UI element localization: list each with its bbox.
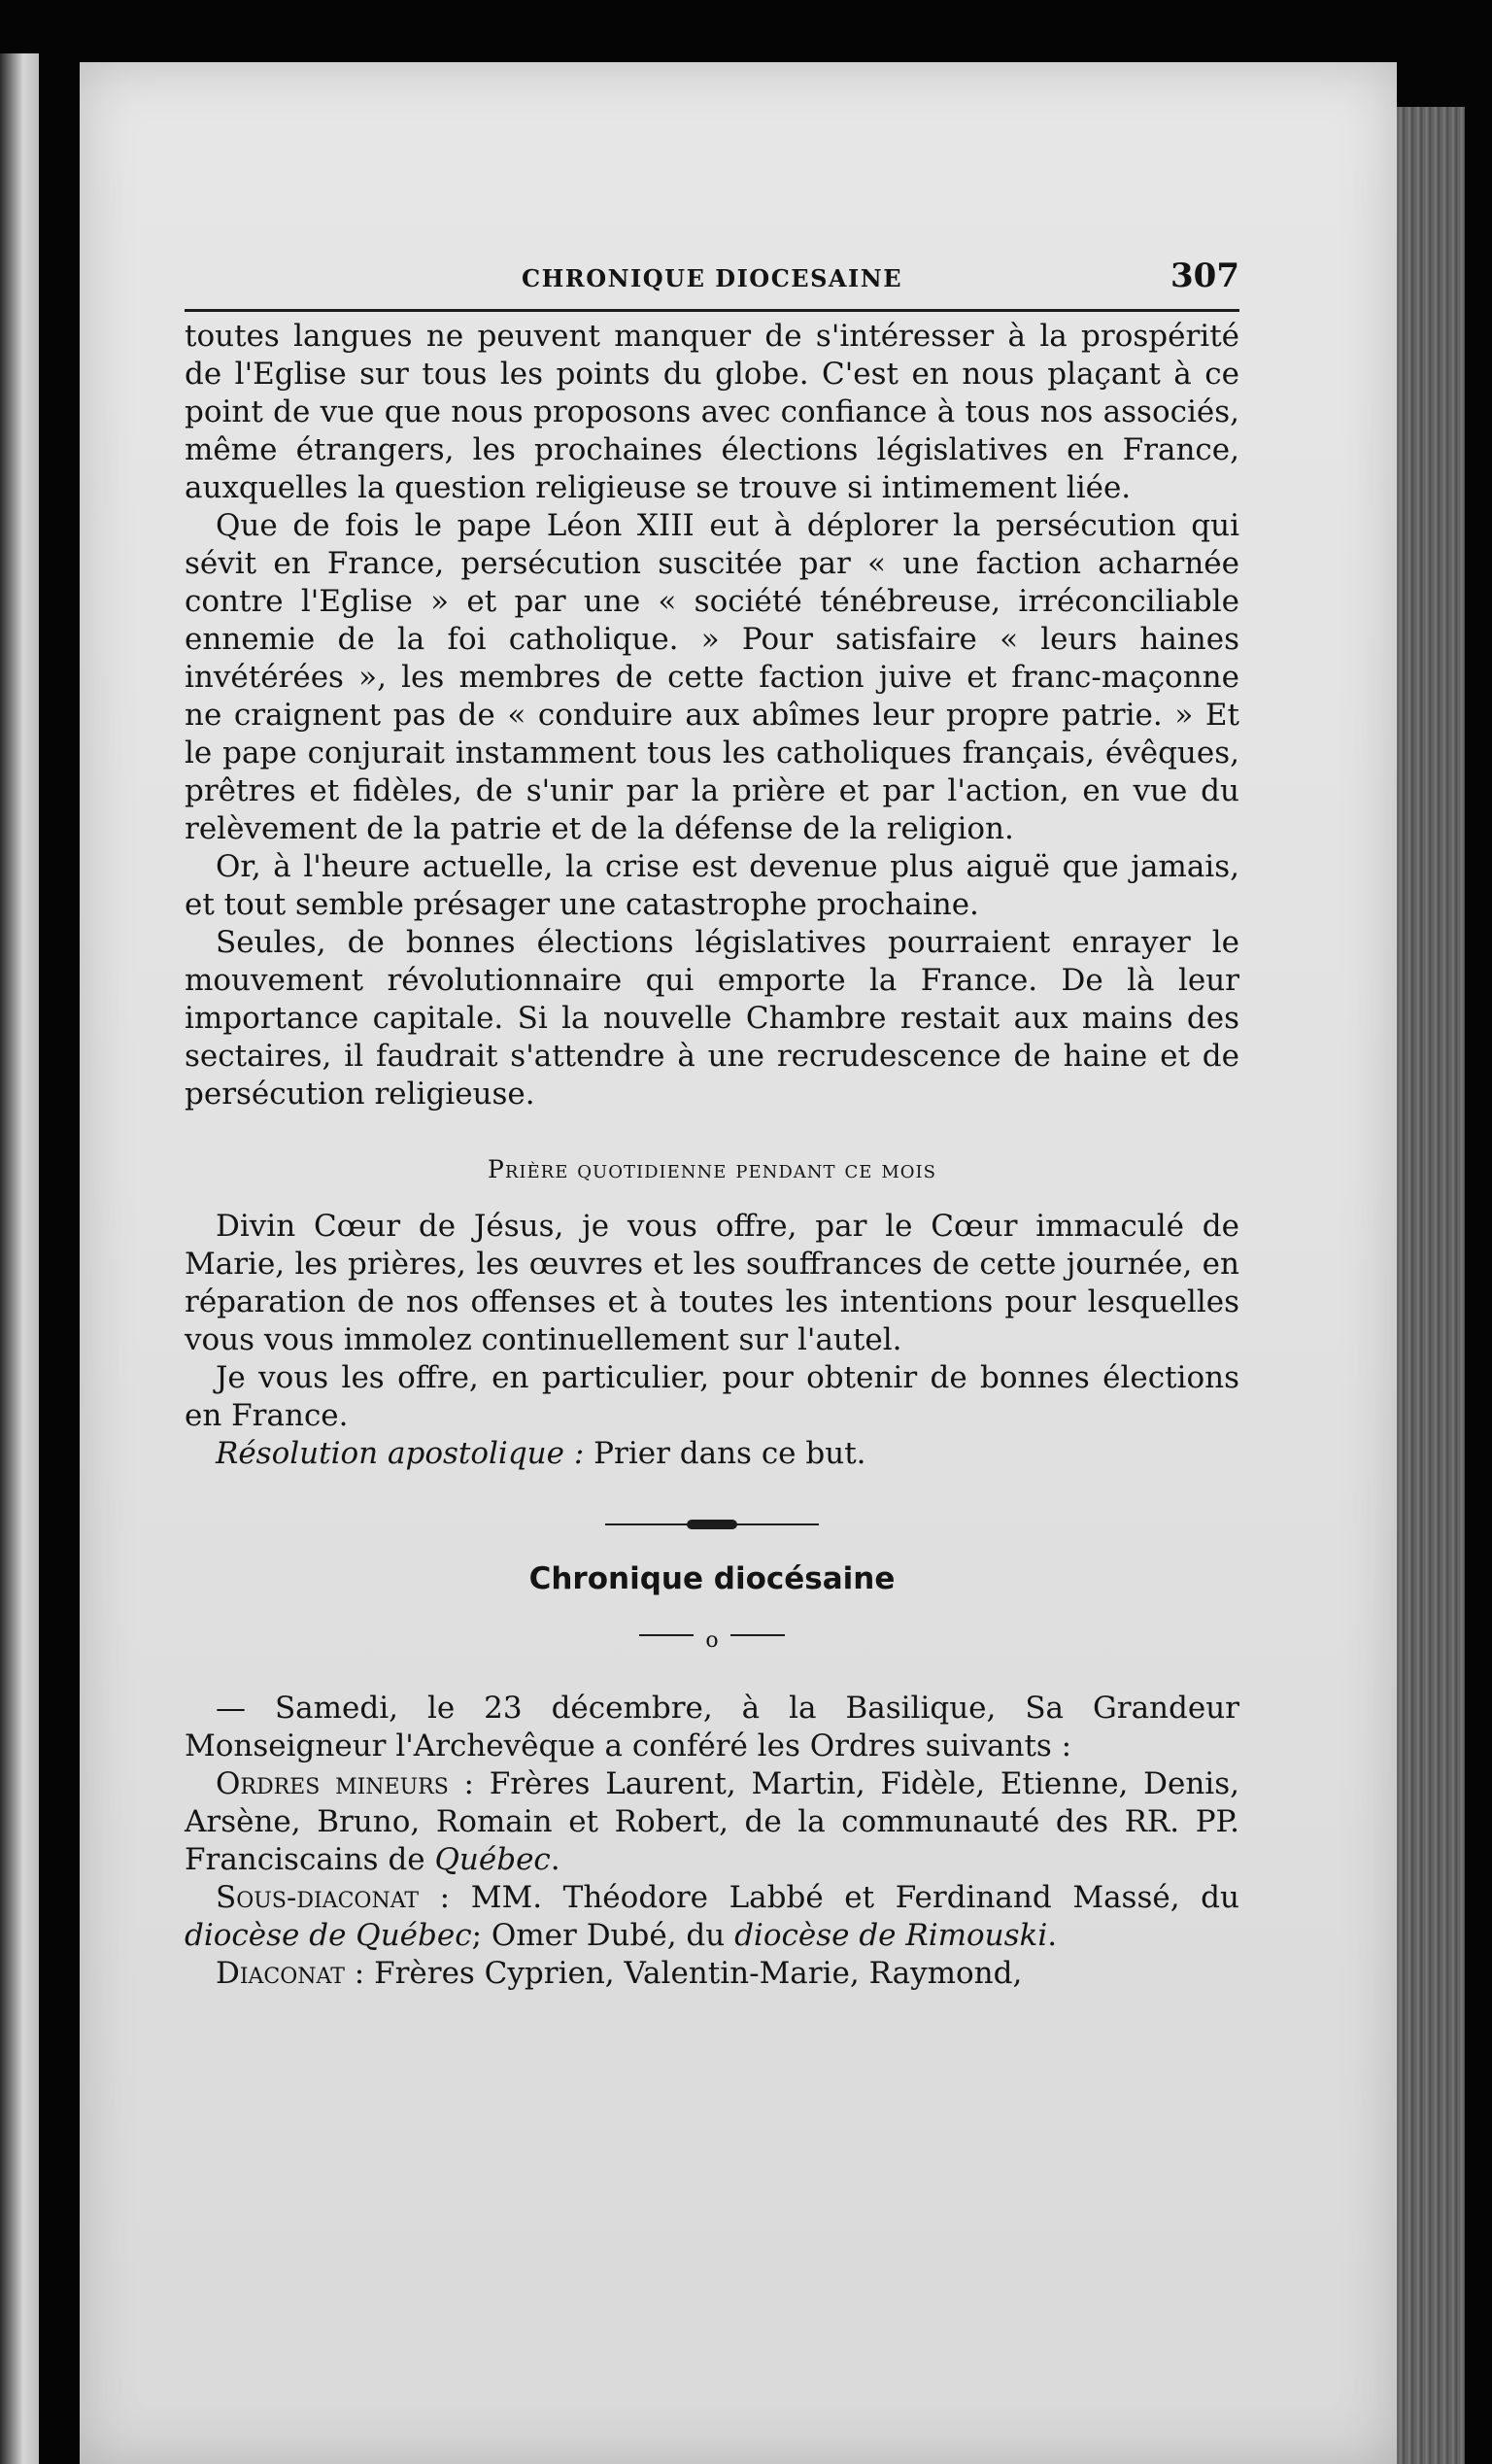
ordres-mineurs-text-a: Frères Laurent, Martin, Fidèle, Etienne, Denis, Arsène, Bruno, Romain et Robert, de la communauté des RR. PP. Franciscains de — [185, 1766, 1239, 1877]
body-text — [185, 318, 1239, 1993]
paragraph-3: Or, à l'heure actuelle, la crise est devenue plus aiguë que jamais, et tout semble présager une catastrophe prochaine. — [185, 849, 1239, 922]
resolution-line — [185, 1435, 1239, 1473]
paragraph-1: toutes langues ne peuvent manquer de s'intéresser à la prospérité de l'Eglise sur tous les points du globe. C'est en nous plaçant à ce point de vue que nous proposons avec confiance à tous nos associés, même étrangers, les prochaines élections législatives en France, auxquelles la question religieuse se trouve si intimement liée. — [185, 319, 1239, 505]
ornament-knot — [687, 1520, 737, 1529]
section-title: Chronique diocésaine — [528, 1561, 896, 1596]
book-page — [80, 62, 1397, 2464]
ornament-divider — [605, 1518, 819, 1531]
chronicle-intro: — Samedi, le 23 décembre, à la Basilique, Sa Grandeur Monseigneur l'Archevêque a conféré les Ordres suivants : — [185, 1691, 1239, 1763]
sous-diaconat-place-1: diocèse de Québec — [185, 1918, 472, 1953]
sous-diaconat-text-b: ; Omer Dubé, du — [471, 1918, 735, 1953]
diaconat-paragraph — [185, 1955, 1239, 1993]
resolution-text: Prier dans ce but. — [593, 1436, 866, 1471]
sous-diaconat-label: Sous-diaconat : — [216, 1880, 451, 1915]
ornament-line-left — [605, 1523, 693, 1525]
running-head — [185, 257, 1239, 312]
ordres-mineurs-place: Québec — [434, 1842, 551, 1877]
ordres-mineurs-text-b: . — [550, 1842, 560, 1877]
sous-diaconat-paragraph — [185, 1879, 1239, 1955]
diaconat-text: Frères Cyprien, Valentin-Marie, Raymond, — [364, 1956, 1023, 1991]
diaconat-label: Diaconat : — [216, 1956, 365, 1991]
ornament-line-right — [731, 1523, 819, 1525]
ordres-mineurs-label: Ordres mineurs : — [216, 1766, 474, 1801]
separator-dash-right — [730, 1634, 785, 1636]
page-content — [185, 257, 1239, 1993]
sous-diaconat-text-c: . — [1047, 1918, 1058, 1953]
previous-page-edge — [0, 53, 39, 2464]
sous-diaconat-place-2: diocèse de Rimouski — [734, 1918, 1048, 1953]
running-title: CHRONIQUE DIOCESAINE — [521, 264, 903, 292]
prayer-paragraph-2: Je vous les offre, en particulier, pour obtenir de bonnes élections en France. — [185, 1360, 1239, 1433]
separator-mark: o — [705, 1628, 719, 1653]
sous-diaconat-text-a: MM. Théodore Labbé et Ferdinand Massé, du — [450, 1880, 1239, 1915]
paragraph-4: Seules, de bonnes élections législatives pourraient enrayer le mouvement révolutionnaire qui emporte la France. De là leur importance capitale. Si la nouvelle Chambre restait aux mains des sectaires, il faudrait s'attendre à une recrudescence de haine et de persécution religieuse. — [185, 925, 1239, 1112]
small-separator — [639, 1624, 785, 1653]
paragraph-2: Que de fois le pape Léon XIII eut à déplorer la persécution qui sévit en France, persécution suscitée par « une faction acharnée contre l'Eglise » et par une « société ténébreuse, irréconciliable ennemie de la foi catholique. » Pour satisfaire « leurs haines invétérées », les membres de cette faction juive et franc-maçonne ne craignent pas de « conduire aux abîmes leur propre patrie. » Et le pape conjurait instamment tous les catholiques français, évêques, prêtres et fidèles, de s'unir par la prière et par l'action, en vue du relèvement de la patrie et de la défense de la religion. — [185, 508, 1239, 846]
prayer-title: Prière quotidienne pendant ce mois — [488, 1155, 936, 1183]
prayer-paragraph-1: Divin Cœur de Jésus, je vous offre, par le Cœur immaculé de Marie, les prières, les œuvres et les souffrances de cette journée, en réparation de nos offenses et à toutes les intentions pour lesquelles vous vous immolez continuellement sur l'autel. — [185, 1209, 1239, 1357]
ordres-mineurs-paragraph — [185, 1765, 1239, 1879]
book-page-edges — [1389, 107, 1465, 2464]
resolution-label: Résolution apostolique : — [216, 1436, 585, 1471]
page-number: 307 — [1170, 257, 1239, 295]
